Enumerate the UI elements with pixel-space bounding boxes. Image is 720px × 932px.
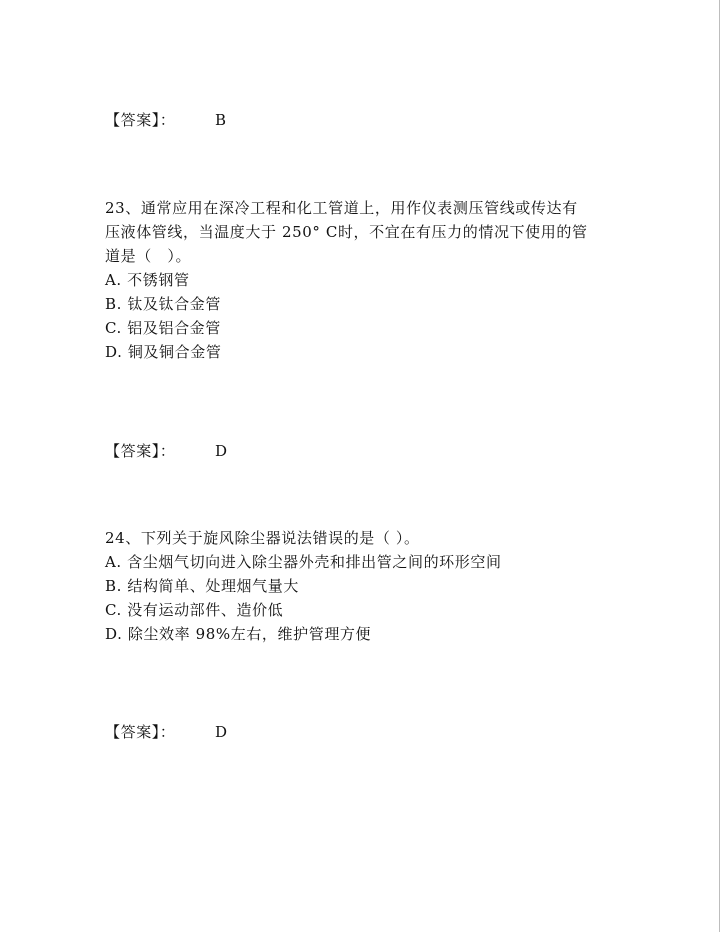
option-d: D. 除尘效率 98%左右，维护管理方便 — [105, 625, 372, 643]
option-a: A. 不锈钢管 — [105, 271, 190, 289]
answer-value: D — [215, 442, 228, 460]
option-d: D. 铜及铜合金管 — [105, 343, 222, 361]
question-stem-line: 压液体管线，当温度大于 250° C时，不宜在有压力的情况下使用的管 — [105, 223, 588, 241]
question-stem-line: 道是（ ）。 — [105, 247, 192, 265]
option-b: B. 钛及钛合金管 — [105, 295, 221, 313]
answer-label: 【答案】： — [105, 442, 176, 460]
answer-line — [105, 110, 227, 130]
answer-value: D — [215, 723, 228, 741]
answer-line — [105, 722, 228, 742]
option-a: A. 含尘烟气切向进入除尘器外壳和排出管之间的环形空间 — [105, 553, 502, 571]
question-stem-line: 24、下列关于旋风除尘器说法错误的是（ ）。 — [105, 529, 420, 547]
question-stem-line: 23、通常应用在深冷工程和化工管道上，用作仪表测压管线或传达有 — [105, 199, 578, 217]
option-c: C. 没有运动部件、造价低 — [105, 601, 284, 619]
answer-value: B — [215, 111, 227, 129]
answer-label: 【答案】： — [105, 111, 176, 129]
option-b: B. 结构简单、处理烟气量大 — [105, 577, 299, 595]
option-c: C. 铝及铝合金管 — [105, 319, 221, 337]
answer-line — [105, 441, 228, 461]
answer-label: 【答案】： — [105, 723, 176, 741]
